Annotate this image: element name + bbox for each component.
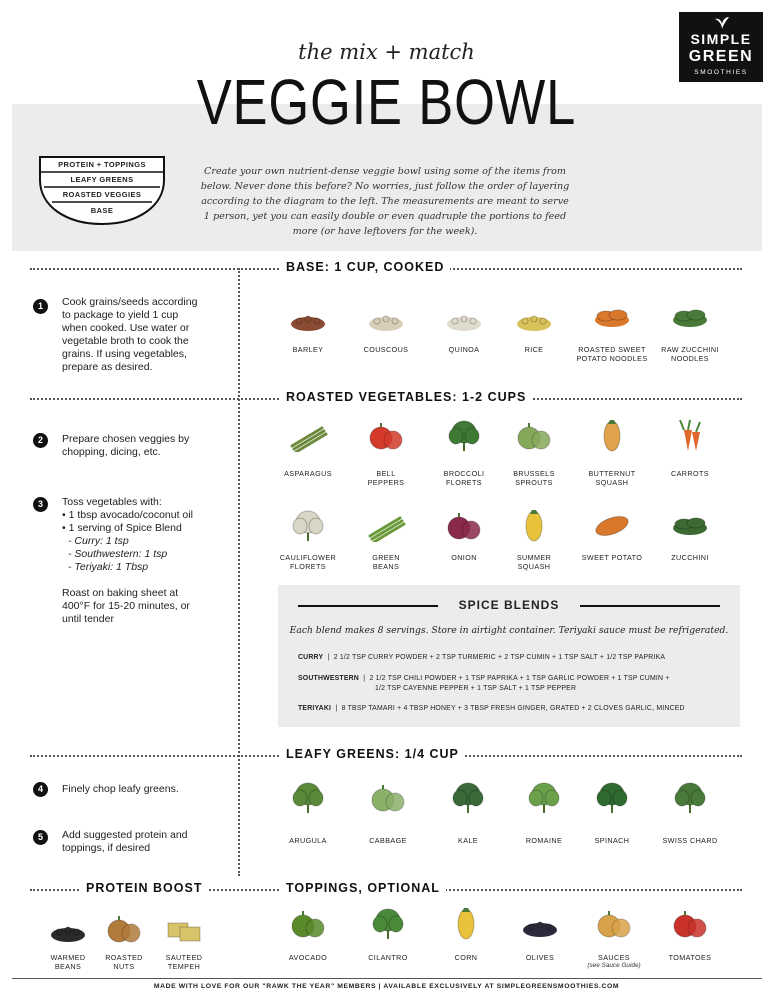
item-couscous (346, 302, 426, 375)
item-spinach (572, 782, 652, 866)
item-avocado (268, 908, 348, 983)
asparagus-icon (288, 420, 328, 452)
tempeh-icon (164, 913, 204, 945)
item-label: BROCCOLI (443, 469, 485, 478)
step-number: 1 (33, 299, 48, 314)
kale-icon (448, 782, 488, 814)
item-label: BELL (376, 469, 396, 478)
brussels-sprouts-icon (514, 420, 554, 452)
step-line: Cook grains/seeds according (62, 296, 198, 308)
sweet-potato-noodles-icon (592, 302, 632, 334)
footer-rule (12, 978, 762, 979)
item-label: POTATO NOODLES (576, 354, 648, 363)
spice-row-teriyaki: TERIYAKI | 8 TBSP TAMARI + 4 TBSP HONEY + 3 TBSP FRESH GINGER, GRATED + 2 CLOVES GARLIC, MINCED (298, 705, 685, 712)
divider-vertical (238, 268, 240, 876)
item-quinoa (424, 302, 504, 375)
item-label: SAUCES (598, 953, 630, 962)
item-label: SWEET POTATO (581, 553, 643, 562)
bowl-layer-base: BASE (90, 206, 114, 215)
step-line: Add suggested protein and (62, 829, 188, 841)
spice-blends-subtitle: Each blend makes 8 servings. Store in airtight container. Teriyaki sauce must be refrigerated. (289, 625, 729, 636)
beans-icon (48, 913, 88, 945)
item-label: ASPARAGUS (284, 469, 332, 478)
tomatoes-icon (670, 908, 710, 940)
step-line: vegetable broth to cook the (62, 335, 189, 347)
item-label: ROASTED (105, 953, 143, 962)
step-line: Finely chop leafy greens. (62, 783, 179, 795)
bell-peppers-icon (366, 420, 406, 452)
step-line: to package to yield 1 cup (62, 309, 179, 321)
item-brussels-sprouts (494, 420, 574, 499)
item-label: NOODLES (671, 354, 709, 363)
page-subtitle: the mix + match (298, 40, 475, 64)
item-cabbage (348, 782, 428, 866)
spinach-icon (592, 782, 632, 814)
item-label: CARROTS (671, 469, 709, 478)
bowl-layer-greens: LEAFY GREENS (70, 175, 134, 184)
item-corn (426, 908, 506, 983)
item-olives (500, 908, 580, 983)
item-label: CABBAGE (369, 836, 407, 845)
spice-recipe: 1/2 TSP CAYENNE PEPPER + 1 TSP SALT + 1 TSP PEPPER (375, 685, 577, 692)
item-butternut-squash (572, 420, 652, 499)
step-number: 3 (33, 497, 48, 512)
item-cilantro (348, 908, 428, 983)
step-line: 400°F for 15-20 minutes, or (62, 600, 190, 612)
spice-recipe: 2 1/2 TSP CURRY POWDER + 2 TSP TURMERIC + 2 TSP CUMIN + 1 TSP SALT + 1/2 TSP PAPRIKA (333, 654, 666, 661)
item-green-beans (346, 510, 426, 583)
spice-name: CURRY (298, 654, 324, 661)
item-kale (428, 782, 508, 866)
step-1-text (62, 296, 197, 374)
bowl-diagram (38, 156, 166, 226)
step-4-text (62, 783, 179, 796)
item-label: QUINOA (448, 345, 480, 354)
item-arugula (268, 782, 348, 866)
item-label: OLIVES (525, 953, 555, 962)
step-3-text (62, 496, 193, 626)
section-title-toppings: TOPPINGS, OPTIONAL (280, 881, 446, 895)
item-label: RICE (524, 345, 544, 354)
spice-recipe: 8 TBSP TAMARI + 4 TBSP HONEY + 3 TBSP FRESH GINGER, GRATED + 2 CLOVES GARLIC, MINCED (341, 705, 685, 712)
item-zucchini-noodles (650, 302, 730, 375)
step-line: - Curry: 1 tsp (68, 535, 129, 547)
swiss-chard-icon (670, 782, 710, 814)
item-barley (268, 302, 348, 375)
spice-row-southwestern: SOUTHWESTERN | 2 1/2 TSP CHILI POWDER + 1 TSP PAPRIKA + 1 TSP GARLIC POWDER + 1 TSP CUMIN + (298, 675, 670, 682)
barley-icon (288, 302, 328, 334)
step-line: Prepare chosen veggies by (62, 433, 190, 445)
spice-blends-box (278, 585, 740, 727)
item-label: CORN (454, 953, 478, 962)
step-line: • 1 serving of Spice Blend (62, 522, 182, 534)
cauliflower-icon (288, 510, 328, 542)
spice-row-curry: CURRY | 2 1/2 TSP CURRY POWDER + 2 TSP TURMERIC + 2 TSP CUMIN + 1 TSP SALT + 1/2 TSP PAPRIKA (298, 654, 666, 661)
item-cauliflower (268, 510, 348, 583)
item-label: SPROUTS (515, 478, 553, 487)
item-label: BUTTERNUT (588, 469, 636, 478)
spice-name: SOUTHWESTERN (298, 675, 359, 682)
green-beans-icon (366, 510, 406, 542)
spice-blends-title: SPICE BLENDS (458, 598, 560, 612)
section-title-protein: PROTEIN BOOST (80, 881, 208, 895)
nuts-icon (104, 913, 144, 945)
step-line: • 1 tbsp avocado/coconut oil (62, 509, 193, 521)
onion-icon (444, 510, 484, 542)
arugula-icon (288, 782, 328, 814)
quinoa-icon (444, 302, 484, 334)
step-line: - Southwestern: 1 tsp (68, 548, 168, 560)
item-sweet-potato (572, 510, 652, 583)
step-line: toppings, if desired (62, 842, 151, 854)
item-label: TEMPEH (167, 962, 201, 971)
item-tomatoes (650, 908, 730, 983)
item-bell-peppers (346, 420, 426, 499)
step-line: prepare as desired. (62, 361, 153, 373)
item-sweet-potato-noodles (572, 302, 652, 375)
leaf-icon (715, 17, 729, 29)
section-title-base: BASE: 1 CUP, COOKED (280, 260, 450, 274)
item-label: BEANS (372, 562, 400, 571)
bowl-layer-roasted: ROASTED VEGGIES (62, 190, 142, 199)
item-label: GREEN (372, 553, 400, 562)
brand-line-2: GREEN (688, 48, 754, 65)
item-rice (494, 302, 574, 375)
spice-recipe: 2 1/2 TSP CHILI POWDER + 1 TSP PAPRIKA + 1 TSP GARLIC POWDER + 1 TSP CUMIN + (369, 675, 670, 682)
olives-icon (520, 908, 560, 940)
avocado-icon (288, 908, 328, 940)
summer-squash-icon (514, 510, 554, 542)
intro-text: Create your own nutrient-dense veggie bowl using some of the items from below. Never done this before? No worries, just follow the order of layering according to the diagram to the left. The measurements are meant to serve 1 person, yet you can easily double or even quadruple the portions to feed more (or have leftovers for the week). (200, 166, 570, 237)
item-label: CILANTRO (368, 953, 408, 962)
item-broccoli (424, 420, 504, 499)
item-label: SWISS CHARD (662, 836, 718, 845)
footer-text: MADE WITH LOVE FOR OUR "RAWK THE YEAR" MEMBERS | AVAILABLE EXCLUSIVELY AT SIMPLEGREENSMOOTHIES.COM (153, 983, 620, 990)
item-label: ROASTED SWEET (578, 345, 646, 354)
sweet-potato-icon (592, 510, 632, 542)
zucchini-noodles-icon (670, 302, 710, 334)
brand-line-1: SIMPLE (690, 31, 752, 47)
item-tempeh (144, 913, 224, 983)
item-label: ONION (451, 553, 477, 562)
item-label: RAW ZUCCHINI (661, 345, 719, 354)
item-note: (see Sauce Guide) (587, 962, 641, 969)
item-label: ROMAINE (525, 836, 563, 845)
item-label: SQUASH (517, 562, 551, 571)
step-line: Roast on baking sheet at (62, 587, 179, 599)
cabbage-icon (368, 782, 408, 814)
step-5-text (62, 829, 188, 855)
item-asparagus (268, 420, 348, 499)
corn-icon (446, 908, 486, 940)
romaine-icon (524, 782, 564, 814)
section-title-roasted: ROASTED VEGETABLES: 1-2 CUPS (280, 390, 532, 404)
item-label: SUMMER (516, 553, 552, 562)
item-swiss-chard (650, 782, 730, 866)
step-number: 5 (33, 830, 48, 845)
rice-icon (514, 302, 554, 334)
item-label: PEPPERS (367, 478, 405, 487)
bowl-layer-protein: PROTEIN + TOPPINGS (58, 160, 146, 169)
step-line: grains. If using vegetables, (62, 348, 187, 360)
item-label: ZUCCHINI (671, 553, 709, 562)
item-label: NUTS (113, 962, 135, 971)
item-label: BARLEY (292, 345, 324, 354)
step-line: when cooked. Use water or (62, 322, 190, 334)
item-label: SPINACH (594, 836, 630, 845)
step-2-text (62, 433, 189, 459)
zucchini-icon (670, 510, 710, 542)
item-label: TOMATOES (668, 953, 712, 962)
item-label: KALE (458, 836, 478, 845)
cilantro-icon (368, 908, 408, 940)
item-label: BEANS (54, 962, 82, 971)
step-number: 2 (33, 433, 48, 448)
item-label: SAUTEED (165, 953, 203, 962)
section-title-greens: LEAFY GREENS: 1/4 CUP (280, 747, 465, 761)
butternut-squash-icon (592, 420, 632, 452)
step-line: chopping, dicing, etc. (62, 446, 161, 458)
step-line: Toss vegetables with: (62, 496, 162, 508)
step-line: - Teriyaki: 1 Tbsp (68, 561, 149, 573)
step-number: 4 (33, 782, 48, 797)
spice-name: TERIYAKI (298, 705, 332, 712)
couscous-icon (366, 302, 406, 334)
item-zucchini (650, 510, 730, 583)
sauces-icon (594, 908, 634, 940)
brand-line-3: SMOOTHIES (694, 69, 748, 76)
broccoli-icon (444, 420, 484, 452)
item-sauces (574, 908, 654, 983)
item-label: FLORETS (290, 562, 326, 571)
item-onion (424, 510, 504, 583)
item-label: SQUASH (595, 478, 629, 487)
step-line: until tender (62, 613, 114, 625)
item-summer-squash (494, 510, 574, 583)
item-label: BRUSSELS (513, 469, 555, 478)
item-label: CAULIFLOWER (279, 553, 337, 562)
item-label: AVOCADO (288, 953, 328, 962)
item-label: WARMED (50, 953, 86, 962)
spice-row-southwestern-cont (375, 684, 725, 694)
page-title: VEGGIE BOWL (196, 66, 577, 138)
item-label: COUSCOUS (363, 345, 409, 354)
item-label: ARUGULA (289, 836, 327, 845)
item-label: FLORETS (446, 478, 482, 487)
item-carrots (650, 420, 730, 499)
carrots-icon (670, 420, 710, 452)
